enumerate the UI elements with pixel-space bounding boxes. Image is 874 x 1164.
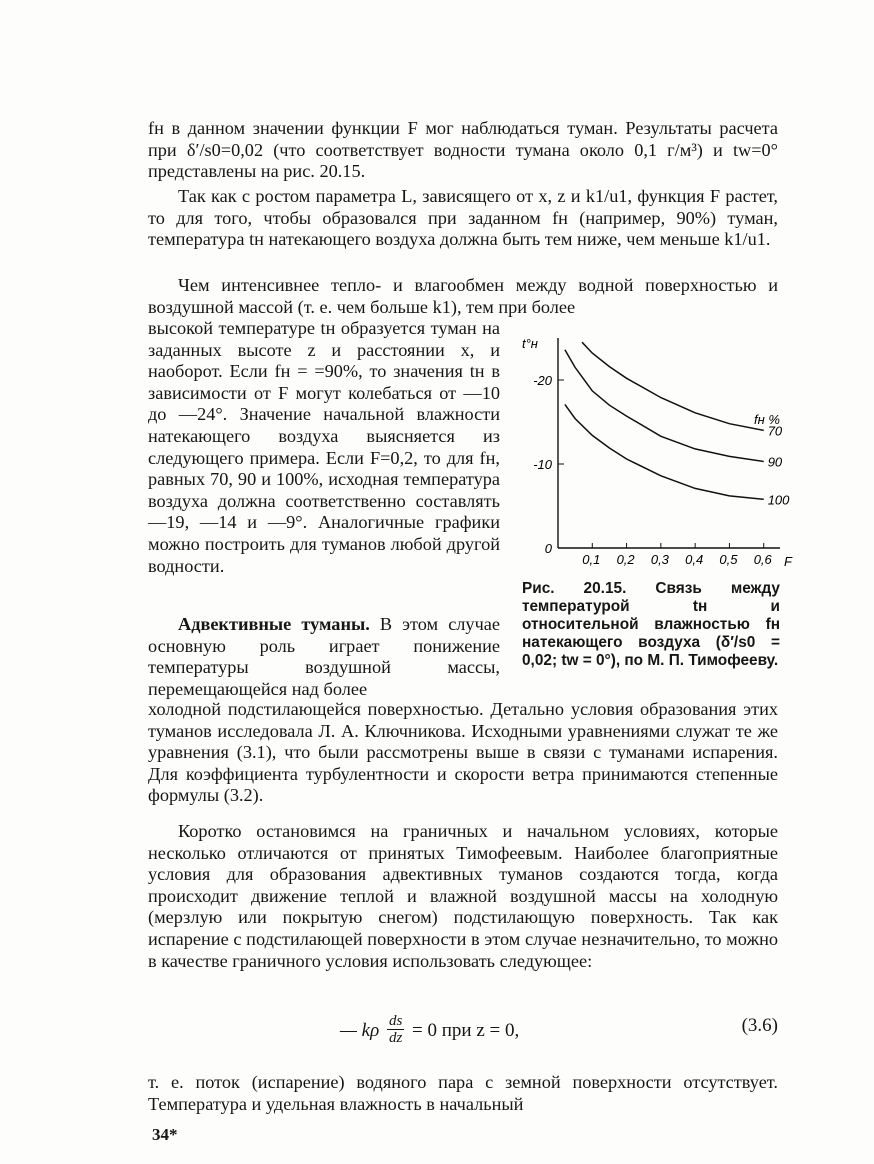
x-tick-label: 0,4: [685, 552, 704, 567]
legend-title: fн %: [754, 412, 780, 427]
paragraph-3-top: Чем интенсивнее тепло- и влагообмен между водной поверхностью и воздушной массой (т. е. чем больше k1), тем при более: [148, 275, 778, 317]
x-tick-label: 0,5: [719, 552, 738, 567]
paragraph-6: т. е. поток (испарение) водяного пара с земной поверхности отсутствует. Температура и удельная влажность в начальный: [148, 1072, 778, 1114]
x-tick-label: 0,6: [753, 552, 772, 567]
figure-chart: [518, 328, 790, 578]
chart-axes: [533, 338, 780, 567]
equation-3-6: [148, 1013, 778, 1046]
paragraph-3-side: высокой температуре tн образуется туман на заданных высоте z и расстоянии x, и наоборот. Если fн = =90%, то значения tн в зависимости от F могут колебаться от —10 до —24°. Значение начальной влажности натекающего воздуха выясняется из следующего примера. Если F=0,2, то для fн, равных 70, 90 и 100%, исходная температура воздуха должна соответственно составлять —19, —14 и —9°. Аналогичные графики можно построить для туманов любой другой водности.: [148, 318, 500, 576]
y-tick-label: -20: [533, 373, 552, 388]
series-line-90: [565, 350, 764, 462]
series-line-100: [565, 404, 764, 499]
equation-lhs: — kρ: [340, 1019, 380, 1041]
series-line-70: [582, 342, 764, 430]
paragraph-5: Коротко остановимся на граничных и начальном условиях, которые несколько отличаются от принятых Тимофеевым. Наиболее благоприятные условия для образования адвективных туманов создаются тогда, когда происходит движение теплой и влажной воздушной массы на холодную (мерзлую или покрытую снегом) подстилающую поверхность. Так как испарение с подстилающей поверхности в этом случае незначительно, то можно в качестве граничного условия использовать следующее:: [148, 821, 778, 971]
y-axis-label: t°н: [522, 336, 538, 351]
equation-numerator: ds: [388, 1013, 403, 1029]
x-tick-label: 0,2: [616, 552, 635, 567]
paragraph-4-side: [148, 614, 500, 700]
series-label-100: 100: [767, 492, 790, 508]
equation-fraction: [387, 1013, 404, 1046]
section-heading: Адвективные туманы.: [178, 614, 370, 634]
x-axis-label: F: [784, 554, 792, 569]
paragraph-4-side-text: В этом случае основную роль играет понижение температуры воздушной массы, перемещающейся над более: [148, 614, 500, 699]
paragraph-4-bottom: холодной подстилающейся поверхностью. Детально условия образования этих туманов исследовала Л. А. Ключникова. Исходными уравнениями служат те же уравнения (3.1), что были рассмотрены выше в связи с туманами испарения. Для коэффициента турбулентности и скорости ветра принимаются степенные формулы (3.2).: [148, 699, 778, 806]
paragraph-1: fн в данном значении функции F мог наблюдаться туман. Результаты расчета при δ′/s0=0,02 (что соответствует водности тумана около 0,1 г/м³) и tw=0° представлены на рис. 20.15.: [148, 118, 778, 182]
equation-number: (3.6): [741, 1015, 778, 1036]
x-tick-label: 0,1: [582, 552, 601, 567]
equation-rest: = 0 при z = 0,: [412, 1019, 520, 1041]
chart-svg: [518, 328, 790, 578]
series-label-70: 70: [767, 423, 783, 439]
page-signature: 34*: [152, 1125, 178, 1144]
equation-body: [340, 1015, 519, 1048]
y-tick-label: 0: [544, 541, 552, 556]
figure-caption: Рис. 20.15. Связь между температурой tн и относительной влажностью fн натекающего воздуха (δ′/s0 = 0,02; tw = 0°), по М. П. Тимофееву.: [522, 580, 780, 669]
paragraph-2: Так как с ростом параметра L, зависящего от x, z и k1/u1, функция F растет, то для того, чтобы образовался при заданном fн (например, 90%) туман, температура tн натекающего воздуха должна быть тем ниже, чем меньше k1/u1.: [148, 186, 778, 250]
y-tick-label: -10: [533, 457, 552, 472]
x-tick-label: 0,3: [650, 552, 669, 567]
series-label-90: 90: [767, 454, 783, 470]
equation-denominator: dz: [388, 1030, 403, 1046]
